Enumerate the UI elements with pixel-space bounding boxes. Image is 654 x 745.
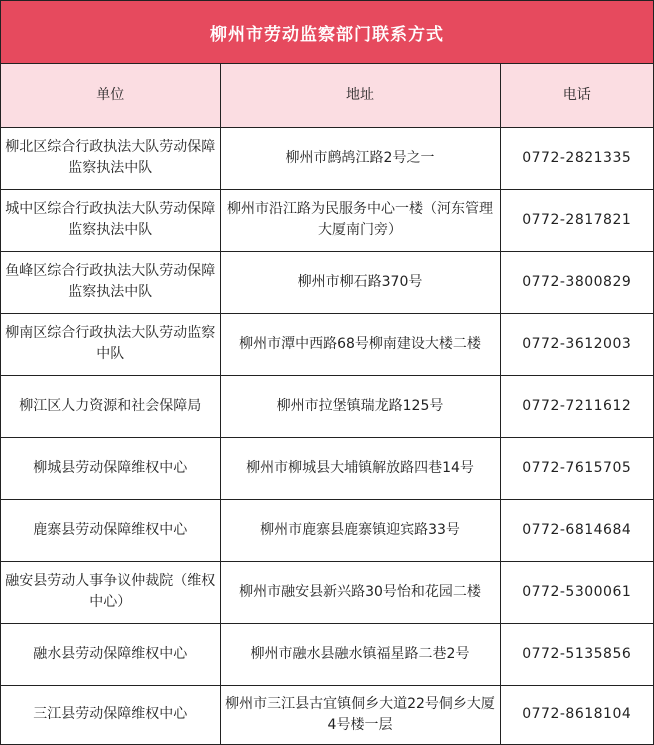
contact-table: [1, 64, 653, 744]
cell-address: 柳州市三江县古宜镇侗乡大道22号侗乡大厦4号楼一层: [220, 685, 500, 744]
cell-phone: 0772-5135856: [500, 623, 653, 685]
cell-address: 柳州市融安县新兴路30号怡和花园二楼: [220, 561, 500, 623]
table-row: [1, 375, 653, 437]
cell-phone: 0772-7615705: [500, 437, 653, 499]
table-row: [1, 189, 653, 251]
title-bar: [1, 1, 653, 64]
cell-unit: 柳南区综合行政执法大队劳动监察中队: [1, 313, 220, 375]
table-header-row: [1, 64, 653, 127]
cell-unit: 融水县劳动保障维权中心: [1, 623, 220, 685]
cell-phone: 0772-8618104: [500, 685, 653, 744]
table-row: [1, 313, 653, 375]
cell-address: 柳州市拉堡镇瑞龙路125号: [220, 375, 500, 437]
cell-phone: 0772-7211612: [500, 375, 653, 437]
cell-address: 柳州市鹿寨县鹿寨镇迎宾路33号: [220, 499, 500, 561]
cell-unit: 鱼峰区综合行政执法大队劳动保障监察执法中队: [1, 251, 220, 313]
cell-phone: 0772-2821335: [500, 127, 653, 189]
table-row: [1, 499, 653, 561]
cell-unit: 鹿寨县劳动保障维权中心: [1, 499, 220, 561]
cell-unit: 柳北区综合行政执法大队劳动保障监察执法中队: [1, 127, 220, 189]
cell-address: 柳州市沿江路为民服务中心一楼（河东管理大厦南门旁）: [220, 189, 500, 251]
table-row: [1, 127, 653, 189]
cell-phone: 0772-5300061: [500, 561, 653, 623]
cell-phone: 0772-3800829: [500, 251, 653, 313]
cell-unit: 三江县劳动保障维权中心: [1, 685, 220, 744]
cell-unit: 柳城县劳动保障维权中心: [1, 437, 220, 499]
cell-address: 柳州市融水县融水镇福星路二巷2号: [220, 623, 500, 685]
column-header-phone: 电话: [500, 64, 653, 127]
table-row: [1, 685, 653, 744]
table-row: [1, 437, 653, 499]
cell-unit: 城中区综合行政执法大队劳动保障监察执法中队: [1, 189, 220, 251]
table-row: [1, 251, 653, 313]
page-title: 柳州市劳动监察部门联系方式: [210, 24, 444, 45]
cell-address: 柳州市潭中西路68号柳南建设大楼二楼: [220, 313, 500, 375]
column-header-unit: 单位: [1, 64, 220, 127]
column-header-address: 地址: [220, 64, 500, 127]
cell-address: 柳州市鹧鸪江路2号之一: [220, 127, 500, 189]
cell-address: 柳州市柳石路370号: [220, 251, 500, 313]
cell-phone: 0772-6814684: [500, 499, 653, 561]
cell-phone: 0772-2817821: [500, 189, 653, 251]
table-row: [1, 561, 653, 623]
cell-unit: 柳江区人力资源和社会保障局: [1, 375, 220, 437]
cell-unit: 融安县劳动人事争议仲裁院（维权中心）: [1, 561, 220, 623]
cell-address: 柳州市柳城县大埔镇解放路四巷14号: [220, 437, 500, 499]
table-row: [1, 623, 653, 685]
cell-phone: 0772-3612003: [500, 313, 653, 375]
